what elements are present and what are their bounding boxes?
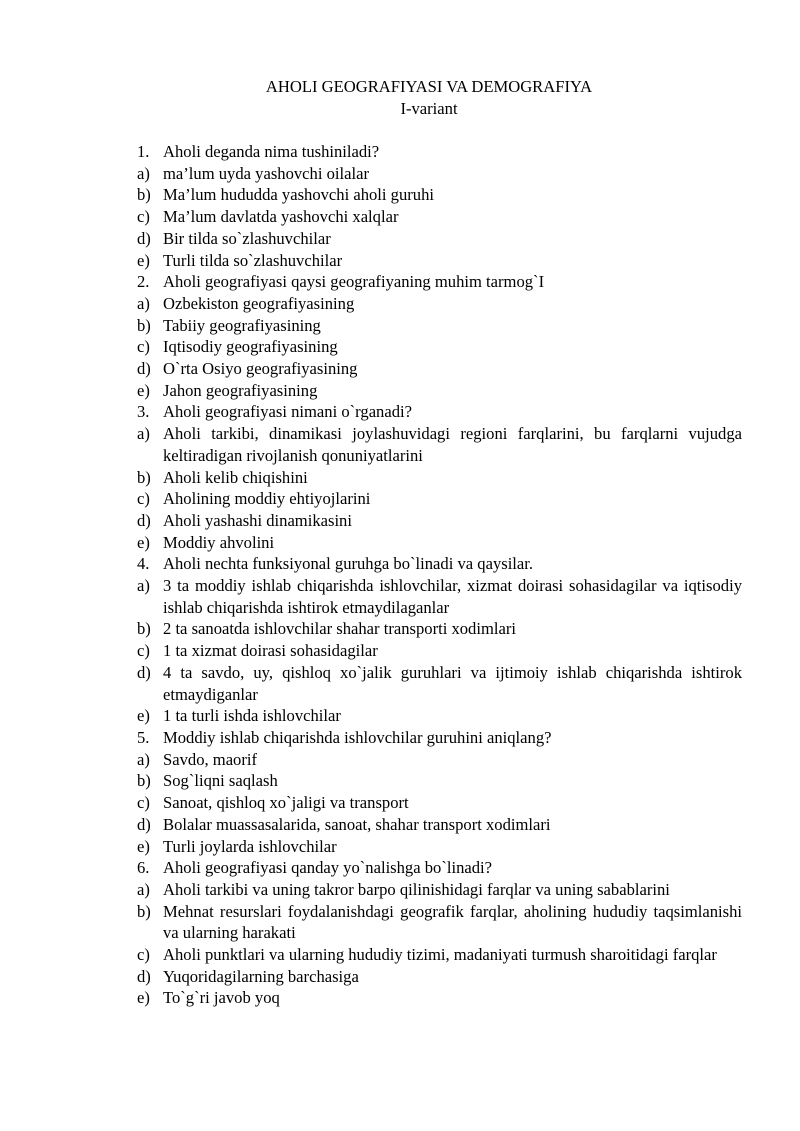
option-4-4-text: 4 ta savdo, uy, qishloq xo`jalik guruhlari va ijtimoiy ishlab chiqarishda ishtirok etmaydiganlar [163, 662, 742, 704]
option-1-2-label: b) [137, 185, 151, 205]
option-6-4-label: d) [137, 966, 151, 986]
option-1-1 [137, 163, 742, 185]
option-6-2-text: Mehnat resurslari foydalanishdagi geografik farqlar, aholining hududiy taqsimlanishi va ularning harakati [163, 901, 742, 943]
option-2-5-text: Jahon geografiyasining [163, 380, 318, 400]
option-5-3-text: Sanoat, qishloq xo`jaligi va transport [163, 793, 409, 813]
option-6-4-text: Yuqoridagilarning barchasiga [163, 966, 359, 986]
option-2-1-label: a) [137, 293, 150, 313]
option-3-4-label: d) [137, 510, 151, 530]
option-3-1-text: Aholi tarkibi, dinamikasi joylashuvidagi regioni farqlarini, bu farqlarni vujudga keltiradigan rivojlanish qonuniyatlarini [163, 424, 742, 465]
option-5-4-label: d) [137, 814, 151, 834]
option-4-4 [137, 662, 742, 705]
option-1-2-text: Ma’lum hududda yashovchi aholi guruhi [163, 185, 434, 205]
question-6-label: 6. [137, 858, 150, 878]
option-3-5-label: e) [137, 532, 150, 552]
question-list [137, 141, 742, 1009]
question-2-text: Aholi geografiyasi qaysi geografiyaning muhim tarmog`I [163, 272, 545, 292]
question-1 [137, 141, 742, 163]
option-3-3-text: Aholining moddiy ehtiyojlarini [163, 489, 371, 509]
question-6-text: Aholi geografiyasi qanday yo`nalishga bo`linadi? [163, 858, 493, 878]
option-5-3 [137, 792, 742, 814]
option-2-4-text: O`rta Osiyo geografiyasining [163, 359, 358, 379]
question-5 [137, 727, 742, 749]
option-6-3-label: c) [137, 945, 150, 965]
option-3-2 [137, 467, 742, 489]
option-2-1 [137, 293, 742, 315]
option-4-1 [137, 575, 742, 618]
option-5-1-label: a) [137, 749, 150, 769]
option-3-3 [137, 488, 742, 510]
option-5-5 [137, 836, 742, 858]
option-2-4 [137, 358, 742, 380]
question-1-label: 1. [137, 142, 150, 161]
option-2-3-text: Iqtisodiy geografiyasining [163, 337, 338, 357]
option-5-5-text: Turli joylarda ishlovchilar [163, 836, 337, 856]
option-5-3-label: c) [137, 793, 150, 813]
option-3-2-label: b) [137, 467, 151, 487]
option-4-2-text: 2 ta sanoatda ishlovchilar shahar transporti xodimlari [163, 619, 516, 639]
option-2-2-text: Tabiiy geografiyasining [163, 315, 321, 335]
option-1-4-text: Bir tilda so`zlashuvchilar [163, 228, 331, 248]
option-5-4 [137, 814, 742, 836]
option-1-1-label: a) [137, 163, 150, 183]
option-1-2 [137, 184, 742, 206]
option-5-5-label: e) [137, 836, 150, 856]
option-1-5 [137, 250, 742, 272]
option-6-1 [137, 879, 742, 901]
option-4-2-label: b) [137, 619, 151, 639]
option-2-2 [137, 315, 742, 337]
option-3-5 [137, 532, 742, 554]
option-5-2-text: Sog`liqni saqlash [163, 771, 278, 791]
option-6-2-label: b) [137, 901, 151, 921]
option-2-3 [137, 336, 742, 358]
option-3-5-text: Moddiy ahvolini [163, 532, 275, 552]
option-4-2 [137, 618, 742, 640]
option-3-2-text: Aholi kelib chiqishini [163, 467, 308, 487]
option-6-1-text: Aholi tarkibi va uning takror barpo qilinishidagi farqlar va uning sabablarini [163, 879, 670, 899]
option-4-3-label: c) [137, 641, 150, 661]
option-4-3 [137, 640, 742, 662]
option-5-1 [137, 749, 742, 771]
option-3-1 [137, 423, 742, 466]
option-1-3-text: Ma’lum davlatda yashovchi xalqlar [163, 207, 399, 227]
option-4-1-label: a) [137, 576, 150, 596]
option-1-5-text: Turli tilda so`zlashuvchilar [163, 250, 343, 270]
question-3-label: 3. [137, 402, 150, 422]
option-4-3-text: 1 ta xizmat doirasi sohasidagilar [163, 641, 378, 661]
option-4-5-text: 1 ta turli ishda ishlovchilar [163, 706, 341, 726]
question-5-text: Moddiy ishlab chiqarishda ishlovchilar guruhini aniqlang? [163, 727, 552, 747]
question-4-text: Aholi nechta funksiyonal guruhga bo`linadi va qaysilar. [163, 554, 534, 574]
option-6-3 [137, 944, 742, 966]
option-5-2 [137, 770, 742, 792]
question-5-label: 5. [137, 727, 150, 747]
option-6-5-label: e) [137, 988, 150, 1008]
option-1-3 [137, 206, 742, 228]
document-title: AHOLI GEOGRAFIYASI VA DEMOGRAFIYA [265, 77, 593, 96]
option-5-1-text: Savdo, maorif [163, 749, 258, 769]
question-2 [137, 271, 742, 293]
document-header [0, 76, 800, 120]
option-5-4-text: Bolalar muassasalarida, sanoat, shahar transport xodimlari [163, 814, 551, 834]
option-2-1-text: Ozbekiston geografiyasining [163, 293, 355, 313]
option-3-4 [137, 510, 742, 532]
question-4-label: 4. [137, 554, 150, 574]
question-3-text: Aholi geografiyasi nimani o`rganadi? [163, 402, 412, 422]
question-2-label: 2. [137, 272, 150, 292]
option-5-2-label: b) [137, 771, 151, 791]
option-4-5-label: e) [137, 706, 150, 726]
option-4-4-label: d) [137, 662, 151, 682]
option-3-4-text: Aholi yashashi dinamikasini [163, 510, 352, 530]
option-6-5 [137, 987, 742, 1009]
option-6-4 [137, 966, 742, 988]
option-2-5-label: e) [137, 380, 150, 400]
option-2-5 [137, 380, 742, 402]
option-2-3-label: c) [137, 337, 150, 357]
option-6-3-text: Aholi punktlari va ularning hududiy tizimi, madaniyati turmush sharoitidagi farqlar [163, 945, 717, 965]
option-6-2 [137, 901, 742, 944]
option-1-3-label: c) [137, 207, 150, 227]
option-2-4-label: d) [137, 359, 151, 379]
option-3-1-label: a) [137, 424, 150, 444]
question-4 [137, 553, 742, 575]
option-6-1-label: a) [137, 879, 150, 899]
option-2-2-label: b) [137, 315, 151, 335]
option-4-1-text: 3 ta moddiy ishlab chiqarishda ishlovchilar, xizmat doirasi sohasidagilar va iqtisodiy ishlab chiqarishda ishtirok etmaydilaganlar [163, 576, 742, 617]
option-3-3-label: c) [137, 489, 150, 509]
question-3 [137, 401, 742, 423]
question-1-text: Aholi deganda nima tushiniladi? [163, 142, 380, 161]
option-1-4 [137, 228, 742, 250]
option-1-5-label: e) [137, 250, 150, 270]
option-1-1-text: ma’lum uyda yashovchi oilalar [163, 163, 369, 183]
option-1-4-label: d) [137, 228, 151, 248]
question-6 [137, 857, 742, 879]
variant-subtitle: I-variant [400, 99, 458, 118]
option-4-5 [137, 705, 742, 727]
option-6-5-text: To`g`ri javob yoq [163, 988, 280, 1008]
